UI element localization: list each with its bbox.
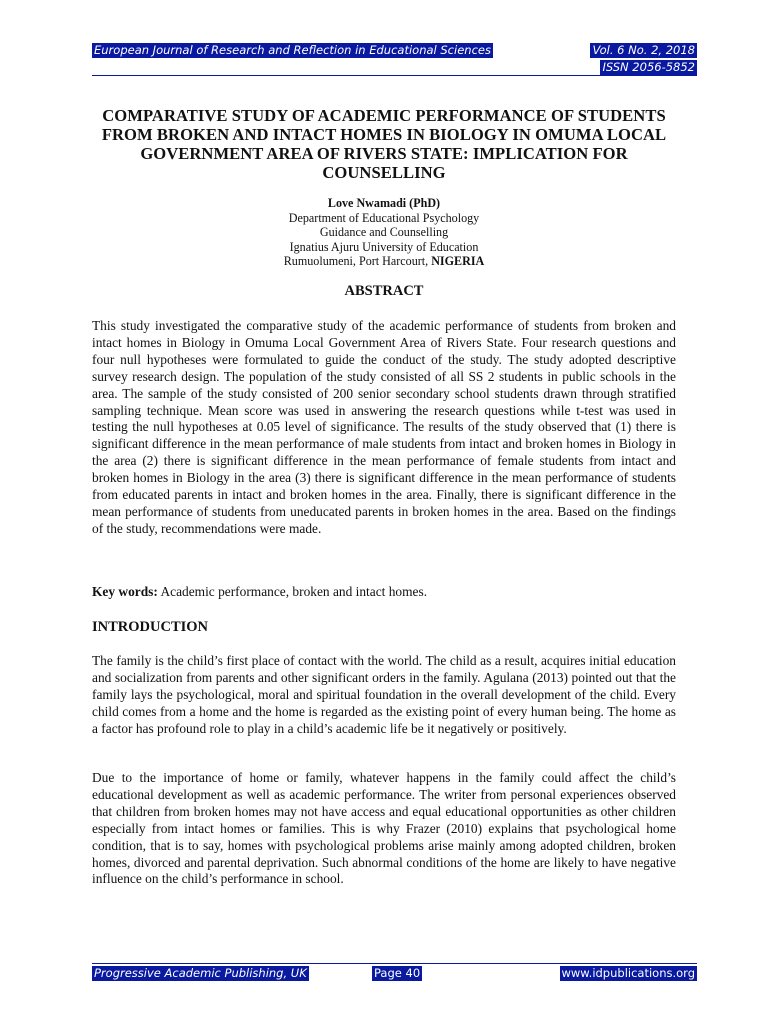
location-line bbox=[92, 254, 676, 269]
publisher-url[interactable]: www.idpublications.org bbox=[561, 966, 695, 980]
publisher: Progressive Academic Publishing, UK bbox=[94, 966, 307, 980]
introduction-paragraph-1: The family is the child’s first place of contact with the world. The child as a result, acquires initial education and socialization from parents and other significant orders in the family. Agulana (2013) pointed out that the family lays the psychological, moral and spiritual foundation in the overall development of the child. Every child comes from a home and the home is regarded as the existing point of every human being. The home as a factor has profound role to play in a child’s academic life be it negatively or positively. bbox=[92, 653, 676, 736]
page-number: Page 40 bbox=[374, 966, 421, 980]
department-line-2: Guidance and Counselling bbox=[319, 225, 449, 239]
volume-info: Vol. 6 No. 2, 2018 bbox=[592, 43, 695, 57]
keywords-label: Key words: bbox=[92, 584, 158, 599]
running-footer bbox=[92, 960, 697, 982]
footer-rule bbox=[92, 963, 697, 964]
issn: ISSN 2056-5852 bbox=[602, 60, 695, 74]
location: Rumuolumeni, Port Harcourt, bbox=[283, 254, 429, 268]
country: NIGERIA bbox=[431, 254, 485, 268]
department: Department of Educational Psychology bbox=[288, 210, 480, 225]
introduction-paragraph-2: Due to the importance of home or family, whatever happens in the family could affect the child’s educational development as well as academic performance. The writer from personal experiences observed that children from broken homes may not have access and equal educational opportunities as other children especially from intact homes or families. This is why Frazer (2010) explains that psychological home condition, that is to say, homes with psychological problems arise mainly among adopted children, broken homes, divorced and parental deprivation. Such abnormal conditions of the home are likely to have negative influence on the child’s performance in school. bbox=[92, 770, 676, 887]
author-name: Love Nwamadi (PhD) bbox=[327, 196, 441, 210]
keywords bbox=[92, 584, 676, 601]
author-affiliation bbox=[92, 196, 676, 269]
paper-title: COMPARATIVE STUDY OF ACADEMIC PERFORMANCE OF STUDENTS FROM BROKEN AND INTACT HOMES IN BIOLOGY IN OMUMA LOCAL GOVERNMENT AREA OF RIVERS STATE: IMPLICATION FOR COUNSELLING bbox=[101, 106, 667, 182]
journal-name: European Journal of Research and Reflection in Educational Sciences bbox=[94, 43, 491, 57]
introduction-heading: INTRODUCTION bbox=[92, 619, 209, 635]
abstract-heading: ABSTRACT bbox=[344, 283, 424, 299]
university: Ignatius Ajuru University of Education bbox=[289, 239, 479, 254]
running-header bbox=[92, 43, 697, 77]
keywords-text: Academic performance, broken and intact homes. bbox=[160, 584, 428, 599]
header-rule bbox=[92, 75, 697, 76]
abstract-text: This study investigated the comparative study of the academic performance of students from broken and intact homes in Biology in Omuma Local Government Area of Rivers State. Four research questions and four null hypotheses were formulated to guide the conduct of the study. The study adopted descriptive survey research design. The population of the study consisted of all SS 2 students in public schools in the area. The sample of the study consisted of 200 senior secondary school students drawn through stratified sampling technique. Mean score was used in answering the research questions while t-test was used in testing the null hypotheses at 0.05 level of significance. The results of the study observed that (1) there is significant difference in the mean performance of male students from intact and broken homes in Biology in the area (2) there is significant difference in the mean performance of female students from intact and broken homes in Biology in the area (3) there is significant difference in the mean performance of students from educated parents in intact and broken homes in the area. Finally, there is significant difference in the mean performance of students from uneducated parents in broken homes in the area. Based on the findings of the study, recommendations were made. bbox=[92, 318, 676, 536]
